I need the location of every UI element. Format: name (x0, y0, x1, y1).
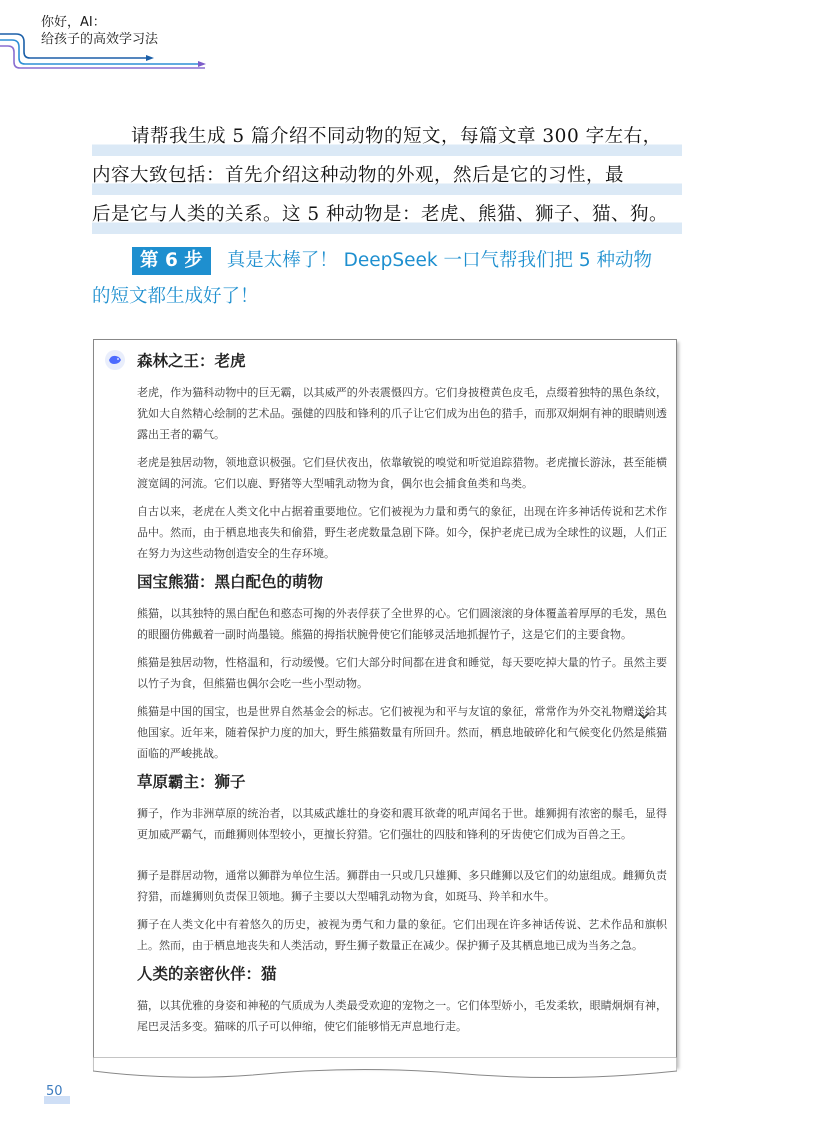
section-title: 草原霸主：狮子 (137, 773, 246, 791)
step-text: 的短文都生成好了！ (92, 286, 259, 307)
prompt-line: 内容大致包括：首先介绍这种动物的外观，然后是它的习性，最 (92, 156, 682, 195)
prompt-line: 请帮我生成 5 篇介绍不同动物的短文，每篇文章 300 字左右， (92, 117, 682, 156)
prompt-paragraph (92, 117, 682, 234)
step-text: 真是太棒了！ DeepSeek 一口气帮我们把 5 种动物 (226, 250, 653, 271)
section-title: 国宝熊猫：黑白配色的萌物 (137, 573, 324, 591)
section-paragraph: 熊猫，以其独特的黑白配色和憨态可掬的外表俘获了全世界的心。它们圆滚滚的身体覆盖着厚厚的毛发，黑色的眼圈仿佛戴着一副时尚墨镜。熊猫的拇指状腕骨使它们能够灵活地抓握竹子，这是它们的主要食物。 (137, 607, 667, 641)
page-number: 50 (46, 1084, 63, 1099)
section-paragraph: 狮子在人类文化中有着悠久的历史，被视为勇气和力量的象征。它们出现在许多神话传说、艺术作品和旗帜上。然而，由于栖息地丧失和人类活动，野生狮子数量正在减少。保护狮子及其栖息地已成为当务之急。 (137, 918, 667, 952)
deepseek-whale-icon (105, 350, 125, 370)
section-paragraph: 自古以来，老虎在人类文化中占据着重要地位。它们被视为力量和勇气的象征，出现在许多神话传说和艺术作品中。然而，由于栖息地丧失和偷猎，野生老虎数量急剧下降。如今，保护老虎已成为全球性的议题，人们正在努力为这些动物创造安全的生存环境。 (137, 505, 667, 560)
section-paragraph: 老虎，作为猫科动物中的巨无霸，以其威严的外表震慑四方。它们身披橙黄色皮毛，点缀着独特的黑色条纹，犹如大自然精心绘制的艺术品。强健的四肢和锋利的爪子让它们成为出色的猎手，而那双炯炯有神的眼睛则透露出王者的霸气。 (137, 386, 667, 441)
section-title: 人类的亲密伙伴：猫 (137, 965, 277, 983)
torn-edge-decoration (93, 1057, 677, 1083)
response-content (137, 350, 667, 1044)
section-paragraph: 猫，以其优雅的身姿和神秘的气质成为人类最受欢迎的宠物之一。它们体型娇小，毛发柔软，眼睛炯炯有神，尾巴灵活多变。猫咪的爪子可以伸缩，使它们能够悄无声息地行走。 (137, 999, 667, 1033)
section-paragraph: 狮子是群居动物，通常以狮群为单位生活。狮群由一只或几只雄狮、多只雌狮以及它们的幼崽组成。雌狮负责狩猎，而雄狮则负责保卫领地。狮子主要以大型哺乳动物为食，如斑马、羚羊和水牛。 (137, 869, 667, 903)
section-paragraph: 老虎是独居动物，领地意识极强。它们昼伏夜出，依靠敏锐的嗅觉和听觉追踪猎物。老虎擅长游泳，甚至能横渡宽阔的河流。它们以鹿、野猪等大型哺乳动物为食，偶尔也会捕食鱼类和鸟类。 (137, 456, 667, 490)
section-paragraph: 熊猫是中国的国宝，也是世界自然基金会的标志。它们被视为和平与友谊的象征，常常作为外交礼物赠送给其他国家。近年来，随着保护力度的加大，野生熊猫数量有所回升。然而，栖息地破碎化和气候变化仍然是熊猫面临的严峻挑战。 (137, 705, 667, 760)
section-title: 森林之王：老虎 (137, 352, 246, 370)
scroll-down-chevron-icon[interactable] (637, 711, 651, 721)
book-title-line2: 给孩子的高效学习法 (41, 32, 159, 47)
section-paragraph: 熊猫是独居动物，性格温和，行动缓慢。它们大部分时间都在进食和睡觉，每天要吃掉大量的竹子。虽然主要以竹子为食，但熊猫也偶尔会吃一些小型动物。 (137, 656, 667, 690)
step-badge: 第 6 步 (132, 247, 211, 275)
book-header (0, 0, 260, 80)
section-paragraph: 狮子，作为非洲草原的统治者，以其威武雄壮的身姿和震耳欲聋的吼声闻名于世。雄狮拥有浓密的鬃毛，显得更加威严霸气，而雌狮则体型较小，更擅长狩猎。它们强壮的四肢和锋利的牙齿使它们成为百兽之王。 (137, 807, 667, 841)
book-title-line1: 你好，AI： (41, 15, 106, 30)
book-title (41, 14, 158, 48)
prompt-line: 后是它与人类的关系。这 5 种动物是：老虎、熊猫、狮子、猫、狗。 (92, 195, 682, 234)
chat-response-card (93, 339, 677, 1066)
step-description (92, 243, 682, 315)
